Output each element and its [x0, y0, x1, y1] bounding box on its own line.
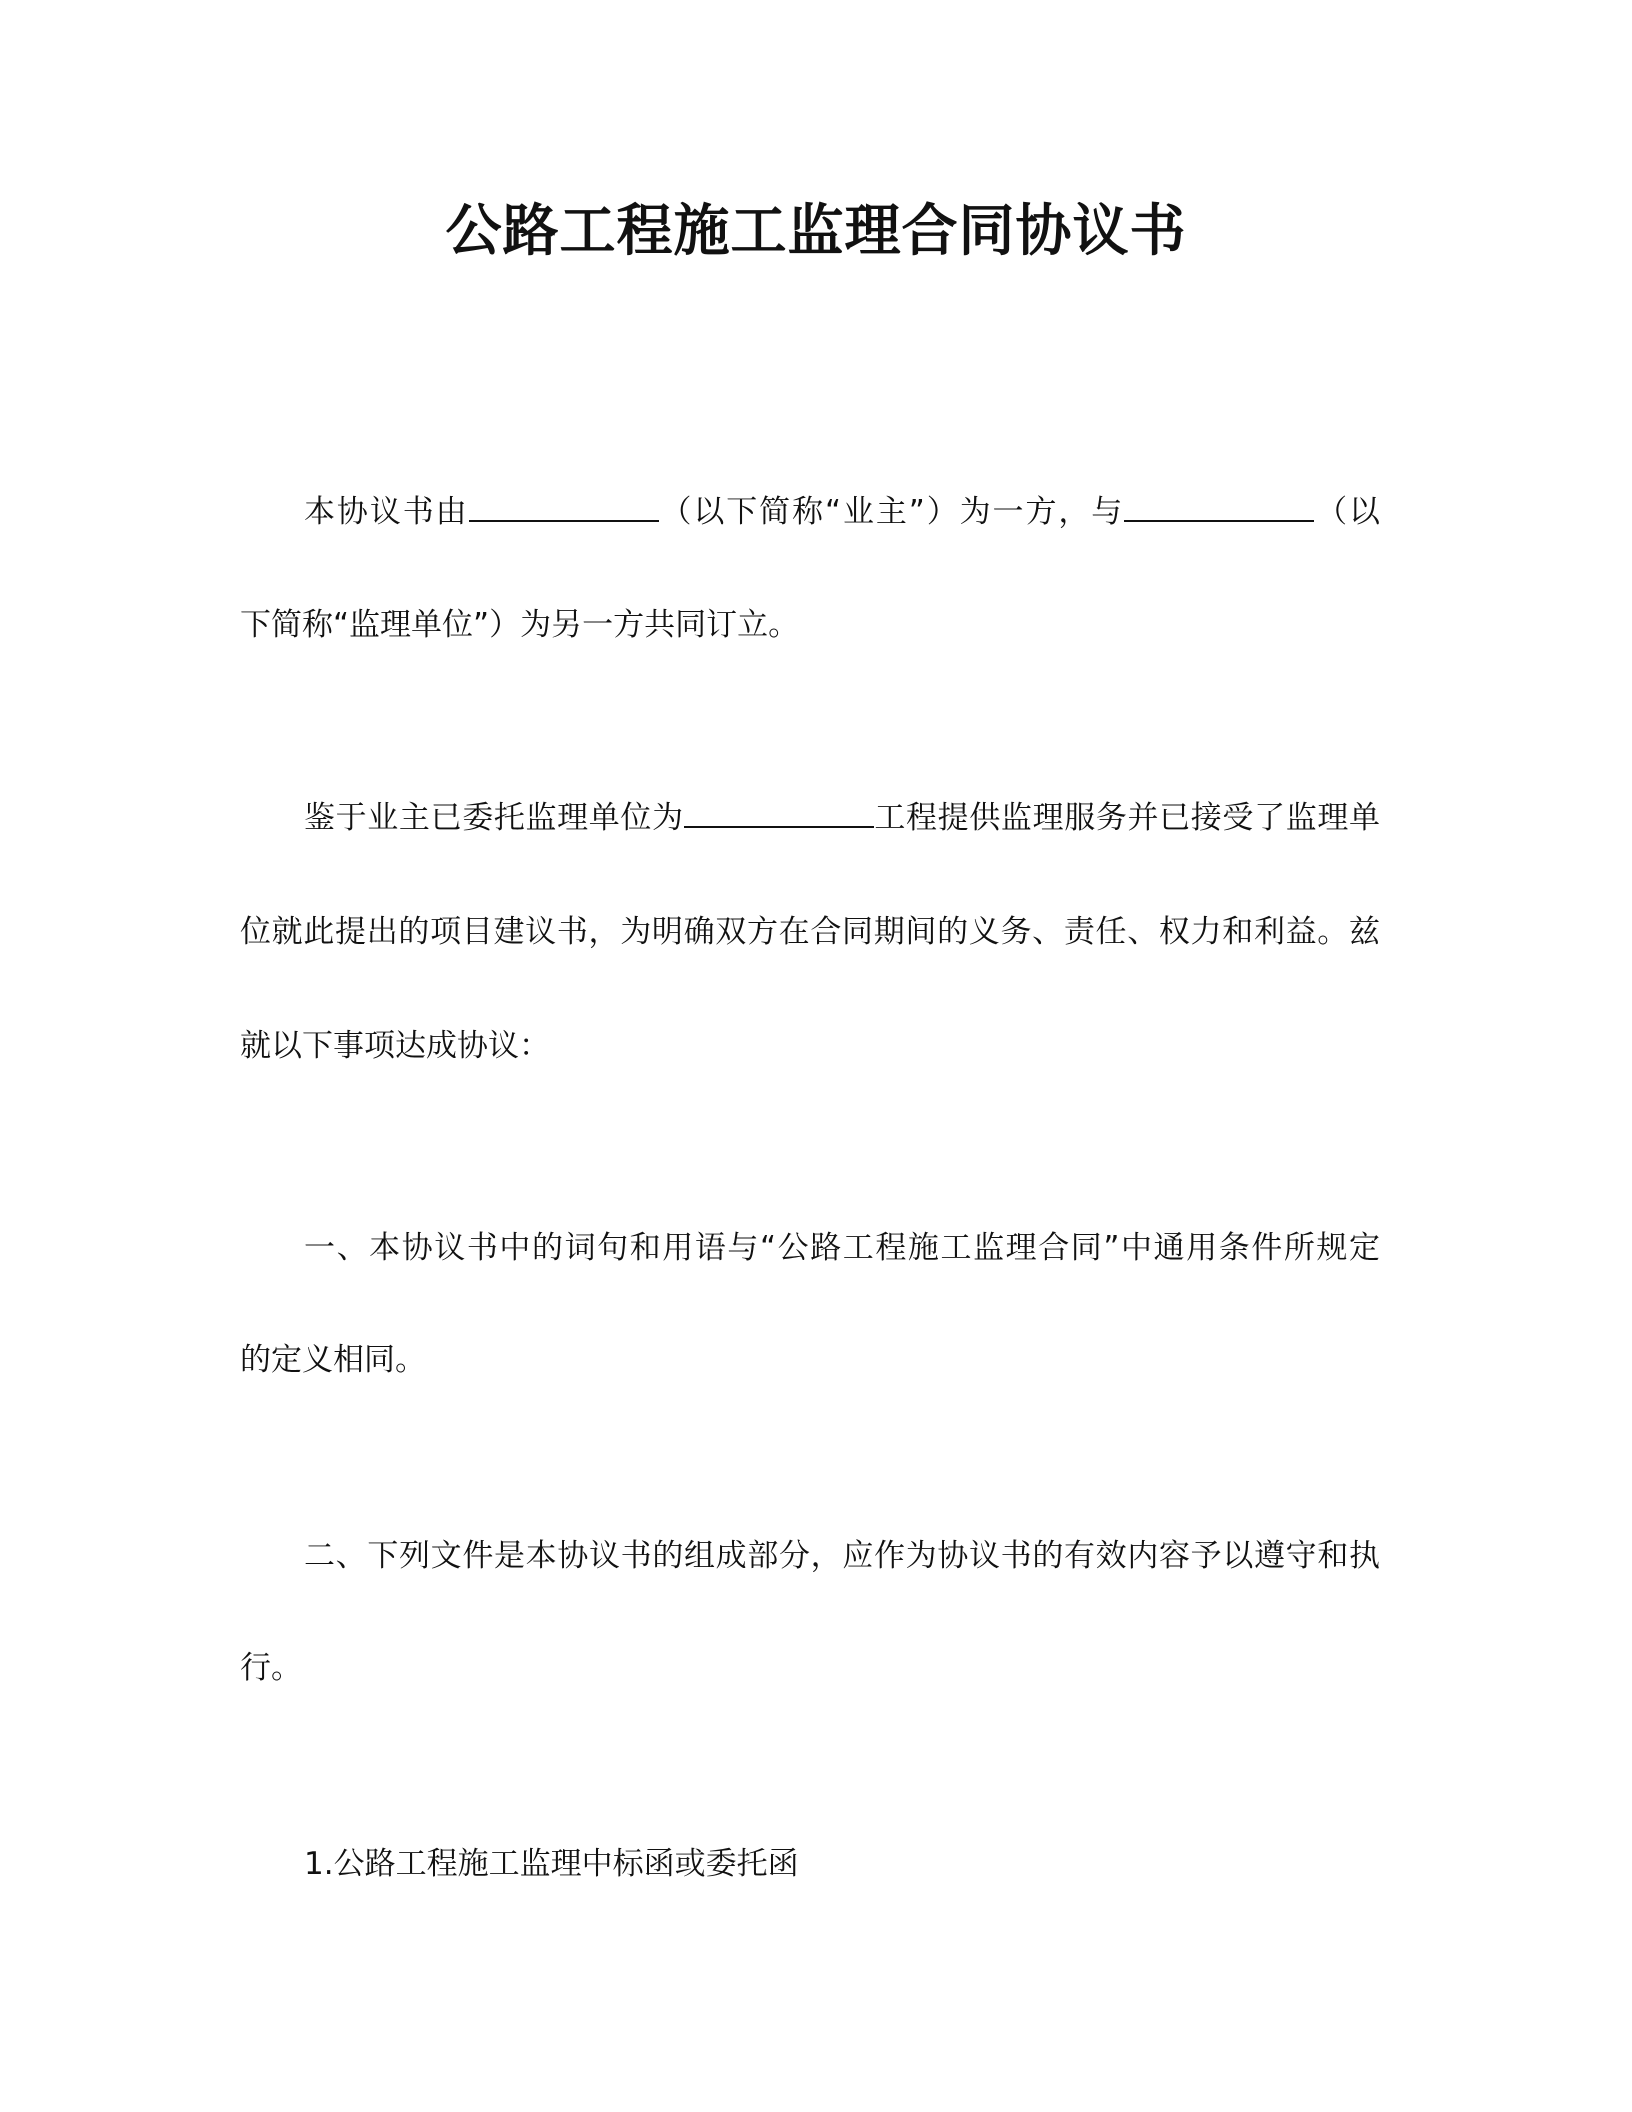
document-title: 公路工程施工监理合同协议书	[445, 199, 1187, 264]
paragraph-2-line-1	[304, 796, 1380, 840]
paragraph-1-line-2: 下简称“监理单位”）为另一方共同订立。	[240, 607, 800, 643]
p1-text-2: （以下简称“业主”）为一方，与	[658, 494, 1125, 530]
paragraph-2-line-3: 就以下事项达成协议：	[240, 1028, 550, 1064]
clause-1-line-1: 一、本协议书中的词句和用语与“公路工程施工监理合同”中通用条件所规定	[304, 1230, 1380, 1266]
paragraph-2-line-2: 位就此提出的项目建议书，为明确双方在合同期间的义务、责任、权力和利益。兹	[240, 914, 1380, 950]
party-owner-blank[interactable]	[469, 490, 659, 522]
paragraph-1-line-1	[304, 490, 1380, 534]
party-supervisor-blank[interactable]	[1124, 490, 1314, 522]
project-name-blank[interactable]	[684, 796, 874, 828]
list-item-1: 1.公路工程施工监理中标函或委托函	[304, 1846, 799, 1882]
p2-text-1: 鉴于业主已委托监理单位为	[304, 800, 684, 836]
clause-2-line-2: 行。	[240, 1650, 302, 1686]
p2-text-2: 工程提供监理服务并已接受了监理单	[873, 800, 1381, 836]
clause-1-line-2: 的定义相同。	[240, 1342, 426, 1378]
p1-text-1: 本协议书由	[304, 494, 469, 530]
clause-2-line-1: 二、下列文件是本协议书的组成部分，应作为协议书的有效内容予以遵守和执	[304, 1538, 1380, 1574]
p1-text-3: （以	[1314, 494, 1381, 530]
